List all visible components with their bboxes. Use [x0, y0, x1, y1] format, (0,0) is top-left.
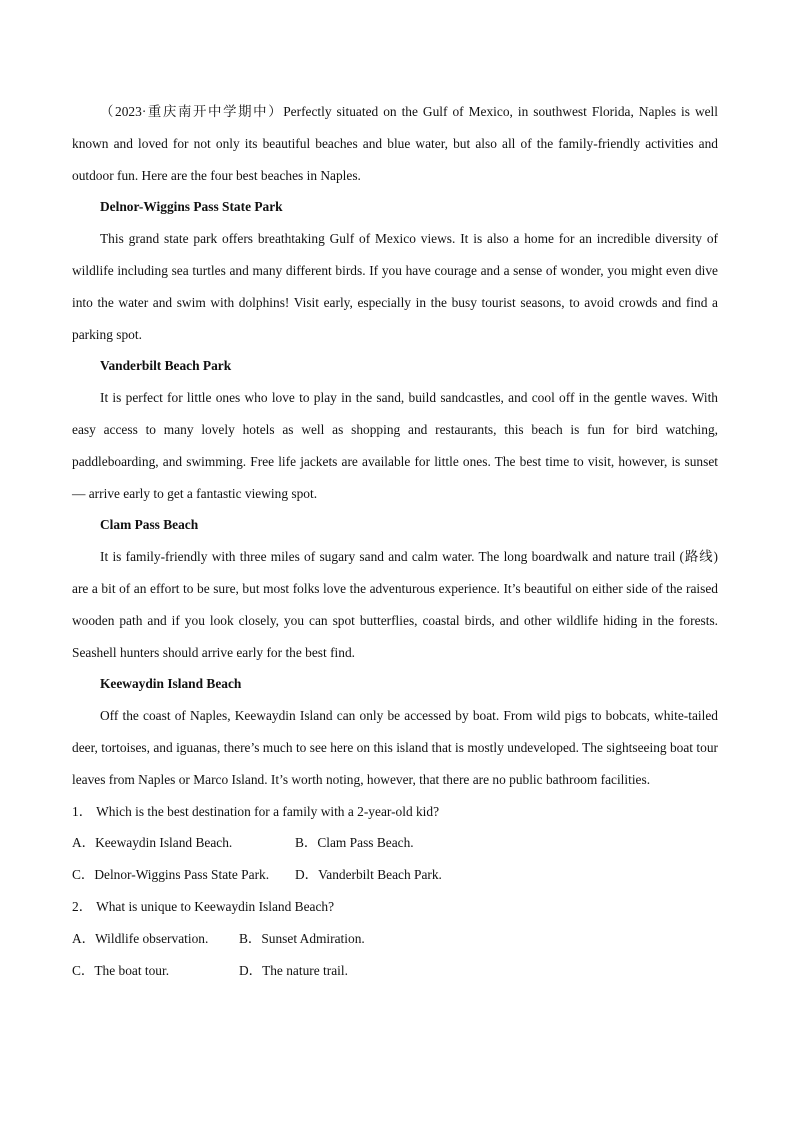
document-page: [72, 96, 718, 986]
option-text: The boat tour.: [94, 962, 170, 978]
option-b: [239, 923, 365, 955]
section-heading: Delnor-Wiggins Pass State Park: [100, 199, 283, 215]
option-c: [72, 955, 239, 987]
option-label: D．: [295, 867, 319, 883]
option-label: A．: [72, 835, 96, 851]
question-2: [72, 891, 718, 986]
question-1: [72, 796, 718, 891]
source-tag: （2023·重庆南开中学期中）: [100, 104, 284, 119]
question-text: Which is the best destination for a family with a 2-year-old kid?: [96, 803, 440, 819]
option-text: Clam Pass Beach.: [317, 835, 414, 851]
option-a: [72, 923, 239, 955]
options-row: [72, 923, 718, 955]
option-text: The nature trail.: [262, 962, 348, 978]
option-c: [72, 859, 295, 891]
option-label: A．: [72, 930, 96, 946]
option-text: Sunset Admiration.: [261, 930, 365, 946]
option-label: C．: [72, 962, 95, 978]
intro-text: Perfectly situated on the Gulf of Mexico, in southwest Florida, Naples is well known and loved for not only its beautiful beaches and blue water, but also all of the family-friendly activities and outdoor fun. Here are the four best beaches in Naples.: [72, 104, 718, 183]
section-body: It is family-friendly with three miles of sugary sand and calm water. The long boardwalk and nature trail (路线) are a bit of an effort to be sure, but most folks love the adventurous experience. It’s beautiful on either side of the raised wooden path and if you look closely, you can spot butterflies, coastal birds, and other wildlife hiding in the forests. Seashell hunters should arrive early for the best find.: [72, 549, 718, 660]
option-label: C．: [72, 867, 95, 883]
option-text: Delnor-Wiggins Pass State Park.: [94, 867, 270, 883]
option-text: Wildlife observation.: [95, 930, 209, 946]
section-body: Off the coast of Naples, Keewaydin Island can only be accessed by boat. From wild pigs to bobcats, white-tailed deer, tortoises, and iguanas, there’s much to see here on this island that is mostly undeveloped. The sightseeing boat tour leaves from Naples or Marco Island. It’s worth noting, however, that there are no public bathroom facilities.: [72, 708, 718, 787]
section-heading: Keewaydin Island Beach: [100, 676, 242, 692]
option-text: Vanderbilt Beach Park.: [318, 867, 442, 883]
option-a: [72, 827, 295, 859]
section-heading: Clam Pass Beach: [100, 517, 199, 533]
option-label: D．: [239, 962, 263, 978]
option-d: [239, 955, 348, 987]
option-d: [295, 859, 442, 891]
question-text: What is unique to Keewaydin Island Beach?: [96, 898, 335, 914]
section-heading: Vanderbilt Beach Park: [100, 358, 232, 374]
option-text: Keewaydin Island Beach.: [95, 835, 233, 851]
intro-paragraph: [72, 96, 718, 191]
options-row: [72, 859, 718, 891]
options-row: [72, 955, 718, 987]
section-body: This grand state park offers breathtaking Gulf of Mexico views. It is also a home for an incredible diversity of wildlife including sea turtles and many different birds. If you have courage and a sense of wonder, you might even dive into the water and swim with dolphins! Visit early, especially in the busy tourist seasons, to avoid crowds and find a parking spot.: [72, 231, 718, 342]
option-b: [295, 827, 414, 859]
option-label: B．: [239, 930, 262, 946]
question-number: 2．: [72, 898, 93, 914]
question-stem: [72, 796, 718, 828]
options-row: [72, 827, 718, 859]
section-body: It is perfect for little ones who love to play in the sand, build sandcastles, and cool off in the gentle waves. With easy access to many lovely hotels as well as shopping and restaurants, this beach is fun for bird watching, paddleboarding, and swimming. Free life jackets are available for little ones. The best time to visit, however, is sunset — arrive early to get a fantastic viewing spot.: [72, 390, 718, 501]
question-number: 1．: [72, 803, 93, 819]
question-stem: [72, 891, 718, 923]
option-label: B．: [295, 835, 318, 851]
